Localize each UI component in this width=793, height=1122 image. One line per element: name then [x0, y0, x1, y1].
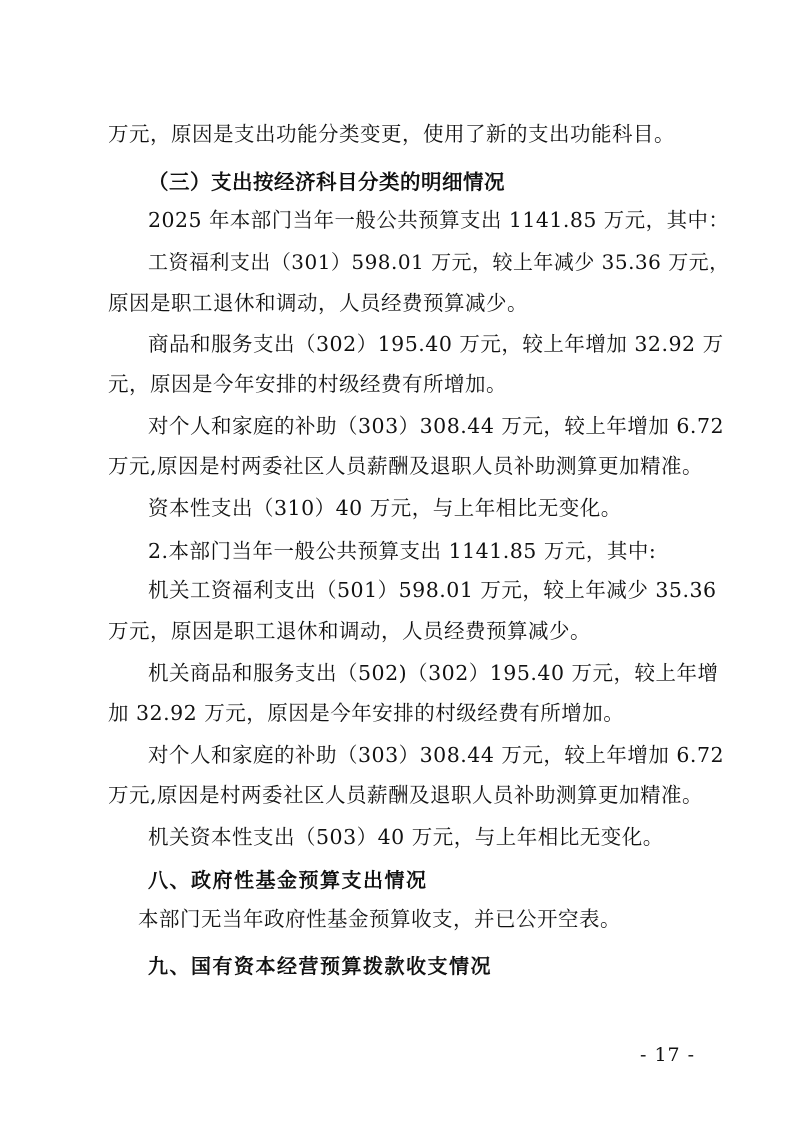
- paragraph-line: 资本性支出（310）40 万元，与上年相比无变化。: [148, 496, 622, 520]
- paragraph-line: 工资福利支出（301）598.01 万元，较上年减少 35.36 万元，: [148, 250, 730, 274]
- paragraph-line: 机关资本性支出（503）40 万元，与上年相比无变化。: [148, 825, 664, 849]
- paragraph-line: 2.本部门当年一般公共预算支出 1141.85 万元，其中:: [148, 539, 657, 563]
- subsection-heading: （三）支出按经济科目分类的明细情况: [148, 170, 505, 194]
- paragraph-line: 2025 年本部门当年一般公共预算支出 1141.85 万元，其中：: [148, 208, 730, 232]
- paragraph-line: 加 32.92 万元，原因是今年安排的村级经费有所增加。: [108, 701, 625, 725]
- page-number: - 17 -: [640, 1044, 696, 1066]
- paragraph-line: 商品和服务支出（302）195.40 万元，较上年增加 32.92 万: [148, 332, 724, 356]
- paragraph-line: 元，原因是今年安排的村级经费有所增加。: [108, 372, 507, 396]
- paragraph-line: 对个人和家庭的补助（303）308.44 万元，较上年增加 6.72: [148, 743, 725, 767]
- paragraph-line: 机关商品和服务支出（502)（302）195.40 万元，较上年增: [148, 661, 719, 685]
- paragraph-line: 万元，原因是支出功能分类变更，使用了新的支出功能科目。: [108, 122, 675, 146]
- section-heading: 八、政府性基金预算支出情况: [148, 868, 428, 892]
- paragraph-line: 本部门无当年政府性基金预算收支，并已公开空表。: [138, 907, 621, 931]
- paragraph-line: 万元,原因是村两委社区人员薪酬及退职人员补助测算更加精准。: [108, 783, 704, 807]
- paragraph-line: 万元，原因是职工退休和调动，人员经费预算减少。: [108, 619, 591, 643]
- paragraph-line: 原因是职工退休和调动，人员经费预算减少。: [108, 291, 528, 315]
- paragraph-line: 对个人和家庭的补助（303）308.44 万元，较上年增加 6.72: [148, 414, 725, 438]
- paragraph-line: 万元,原因是村两委社区人员薪酬及退职人员补助测算更加精准。: [108, 454, 704, 478]
- paragraph-line: 机关工资福利支出（501）598.01 万元，较上年减少 35.36: [148, 578, 717, 602]
- section-heading: 九、国有资本经营预算拨款收支情况: [148, 954, 492, 978]
